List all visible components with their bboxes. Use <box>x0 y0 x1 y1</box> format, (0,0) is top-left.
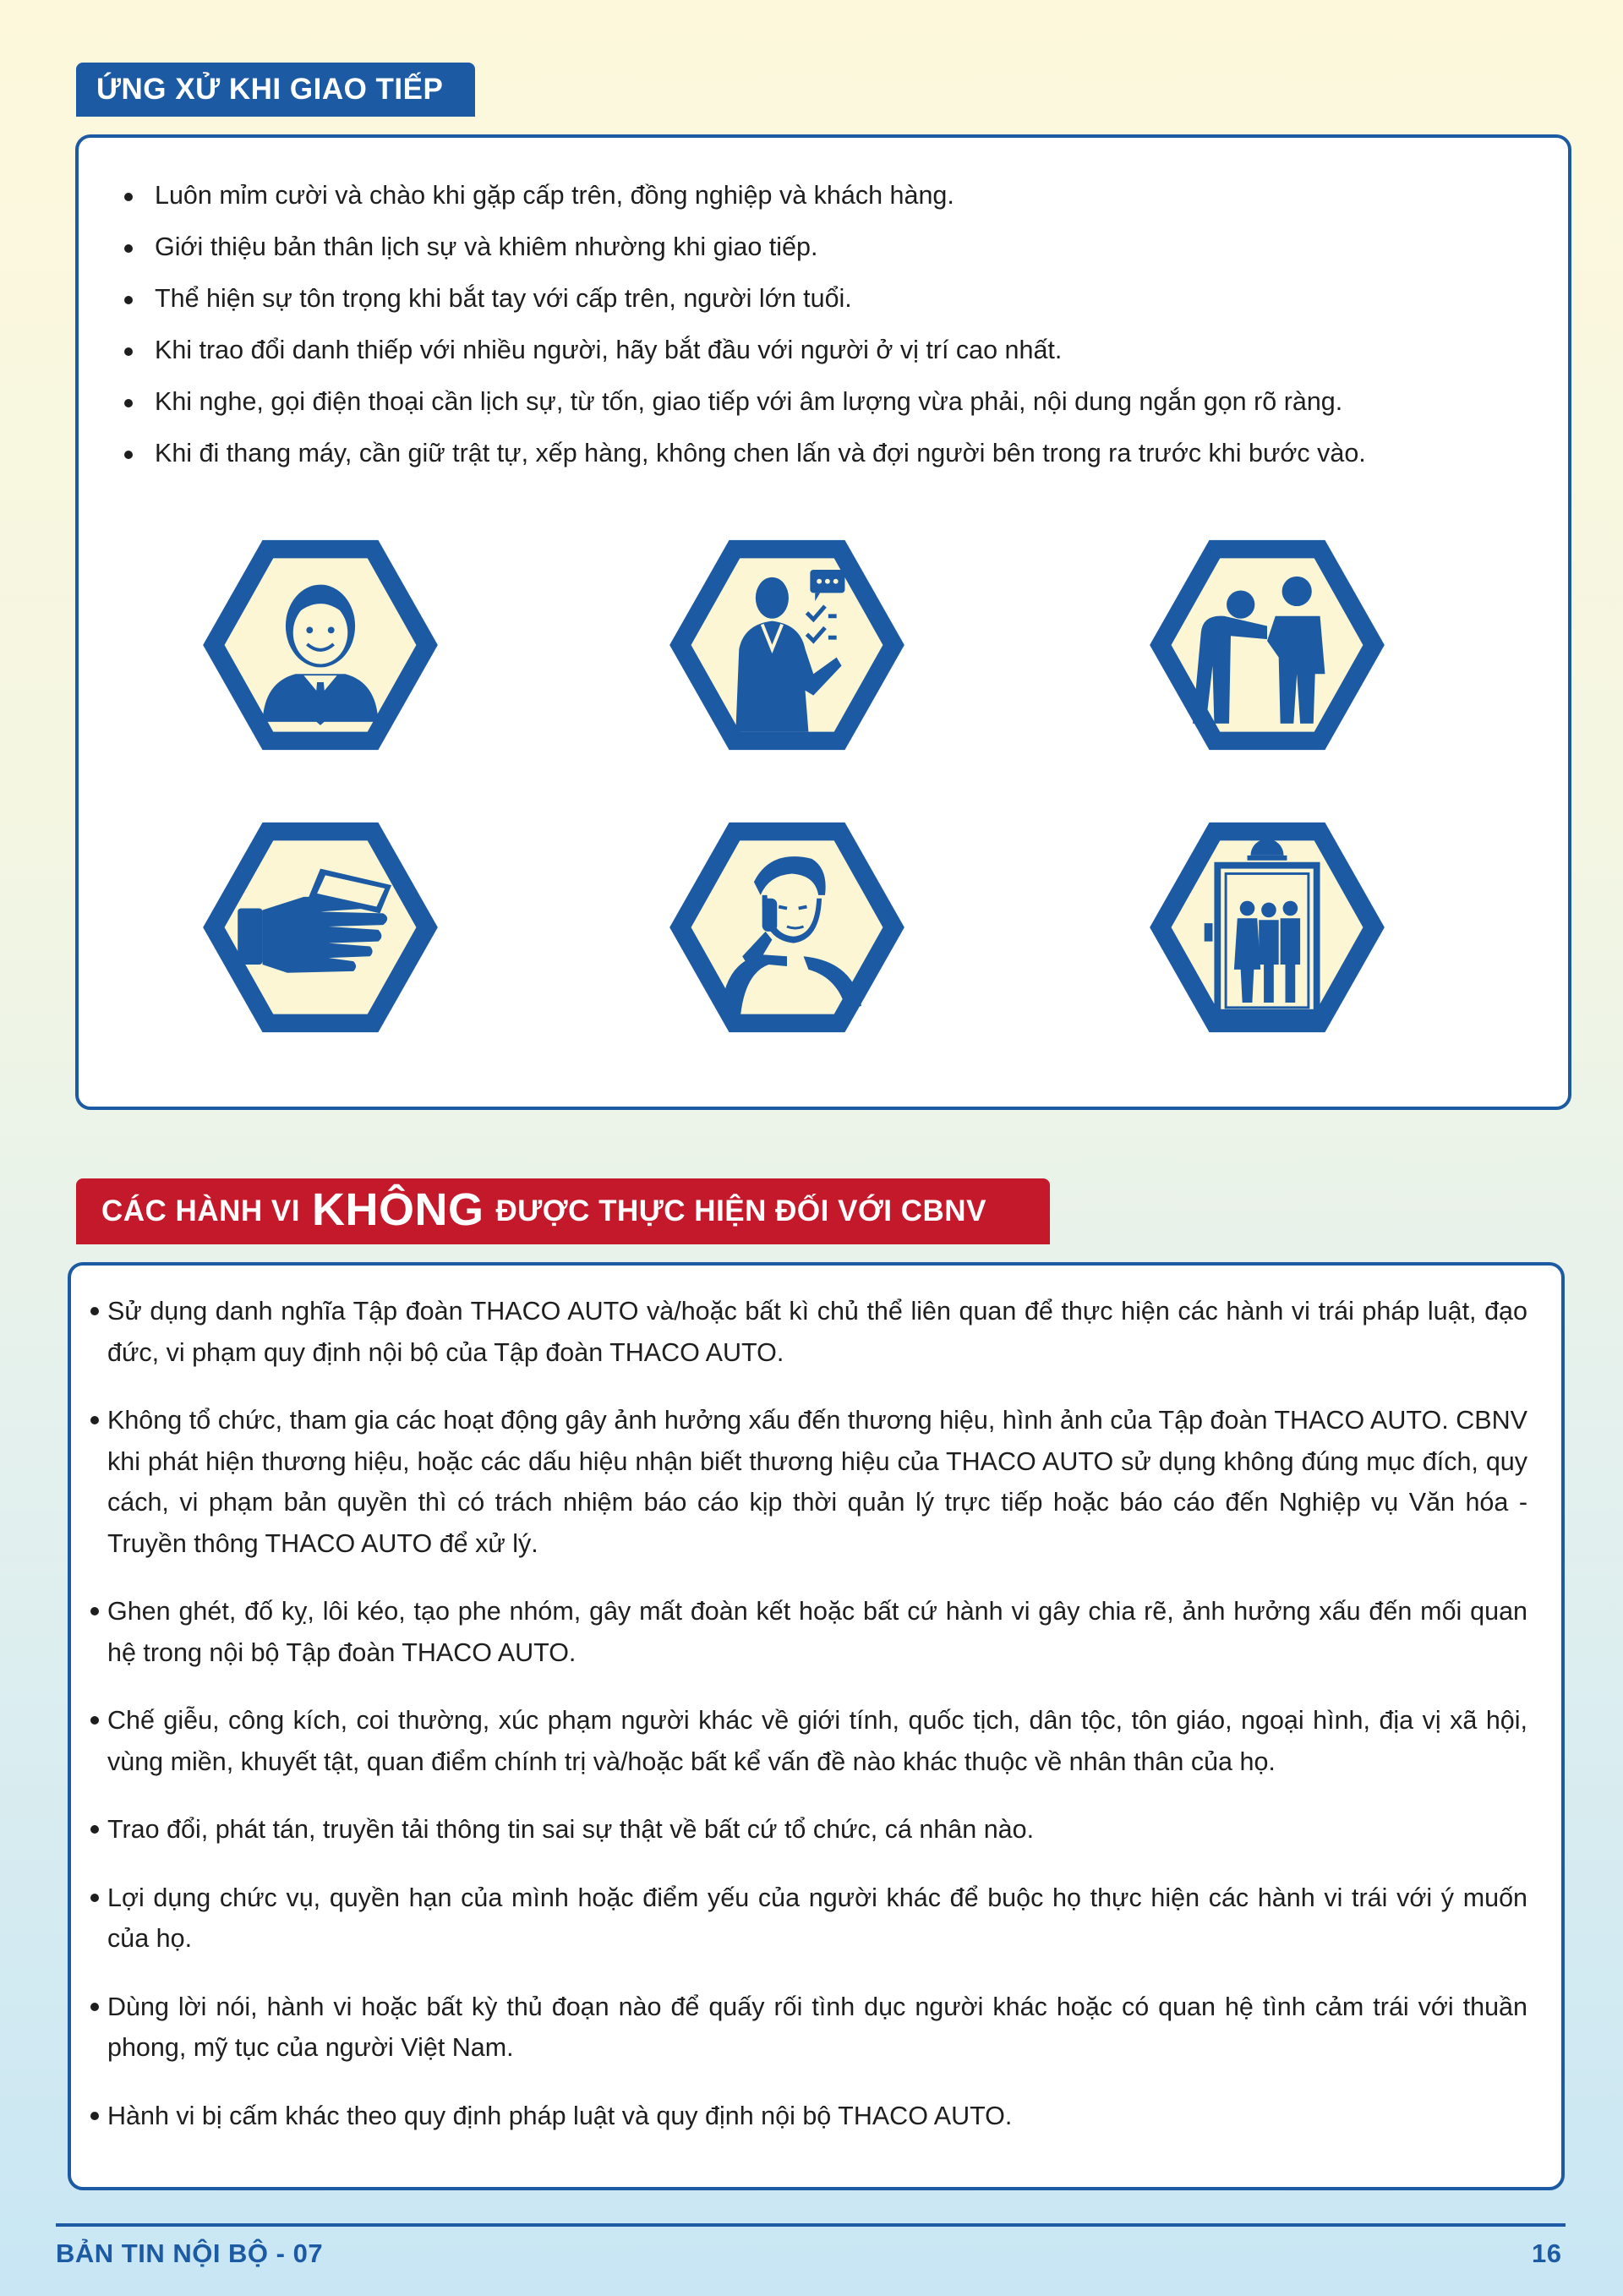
footer-divider <box>56 2223 1566 2227</box>
footer-label: BẢN TIN NỘI BỘ - 07 <box>56 2239 324 2268</box>
title-suffix: ĐƯỢC THỰC HIỆN ĐỐI VỚI CBNV <box>495 1194 986 1227</box>
list-item: Dùng lời nói, hành vi hoặc bất kỳ thủ đoạn nào để quấy rối tình dục người khác hoặc có quan hệ tình cảm trái với thuần phong, mỹ tục của người Việt Nam. <box>107 1987 1527 2069</box>
title-emphasis: KHÔNG <box>311 1184 484 1235</box>
business-card-icon <box>195 816 445 1039</box>
smiling-person-icon <box>195 533 445 757</box>
presenter-checklist-icon <box>662 533 912 757</box>
title-prefix: CÁC HÀNH VI <box>101 1194 300 1227</box>
elevator-icon <box>1142 816 1392 1039</box>
list-item: Thể hiện sự tôn trọng khi bắt tay với cấp trên, người lớn tuổi. <box>155 273 1366 325</box>
bowing-handshake-icon <box>1142 533 1392 757</box>
communication-list <box>155 170 1366 479</box>
list-item: Ghen ghét, đố kỵ, lôi kéo, tạo phe nhóm, gây mất đoàn kết hoặc bất cứ hành vi gây chia rẽ, ảnh hưởng xấu đến mối quan hệ trong nội bộ Tập đoàn THACO AUTO. <box>107 1591 1527 1673</box>
list-item: Luôn mỉm cười và chào khi gặp cấp trên, đồng nghiệp và khách hàng. <box>155 170 1366 221</box>
list-item: Không tổ chức, tham gia các hoạt động gây ảnh hưởng xấu đến thương hiệu, hình ảnh của Tập đoàn THACO AUTO. CBNV khi phát hiện thương hiệu, hoặc các dấu hiệu nhận biết thương hiệu của THACO AUTO sử dụng không đúng mục đích, quy cách, vi phạm bản quyền thì có trách nhiệm báo cáo kịp thời quản lý trực tiếp hoặc báo cáo đến Nghiệp vụ Văn hóa - Truyền thông THACO AUTO để xử lý. <box>107 1400 1527 1564</box>
prohibited-box <box>68 1262 1565 2190</box>
list-item: Khi nghe, gọi điện thoại cần lịch sự, từ tốn, giao tiếp với âm lượng vừa phải, nội dung ngắn gọn rõ ràng. <box>155 376 1366 428</box>
section-title-communication: ỨNG XỬ KHI GIAO TIẾP <box>76 63 475 117</box>
phone-call-icon <box>662 816 912 1039</box>
list-item: Hành vi bị cấm khác theo quy định pháp luật và quy định nội bộ THACO AUTO. <box>107 2096 1527 2137</box>
list-item: Chế giễu, công kích, coi thường, xúc phạm người khác về giới tính, quốc tịch, dân tộc, tôn giáo, ngoại hình, địa vị xã hội, vùng miền, khuyết tật, quan điểm chính trị và/hoặc bất kể vấn đề nào khác thuộc về nhân thân của họ. <box>107 1700 1527 1782</box>
page-number: 16 <box>1532 2239 1562 2268</box>
list-item: Sử dụng danh nghĩa Tập đoàn THACO AUTO và/hoặc bất kì chủ thể liên quan để thực hiện các hành vi trái pháp luật, đạo đức, vi phạm quy định nội bộ của Tập đoàn THACO AUTO. <box>107 1291 1527 1373</box>
section-title-prohibited <box>76 1178 1050 1244</box>
list-item: Trao đổi, phát tán, truyền tải thông tin sai sự thật về bất cứ tổ chức, cá nhân nào. <box>107 1809 1527 1850</box>
list-item: Khi đi thang máy, cần giữ trật tự, xếp hàng, không chen lấn và đợi người bên trong ra trước khi bước vào. <box>155 428 1366 479</box>
prohibited-list <box>107 1291 1527 2163</box>
list-item: Lợi dụng chức vụ, quyền hạn của mình hoặc điểm yếu của người khác để buộc họ thực hiện các hành vi trái với ý muốn của họ. <box>107 1878 1527 1960</box>
communication-box <box>75 134 1571 1110</box>
list-item: Khi trao đổi danh thiếp với nhiều người, hãy bắt đầu với người ở vị trí cao nhất. <box>155 325 1366 376</box>
list-item: Giới thiệu bản thân lịch sự và khiêm nhường khi giao tiếp. <box>155 221 1366 273</box>
